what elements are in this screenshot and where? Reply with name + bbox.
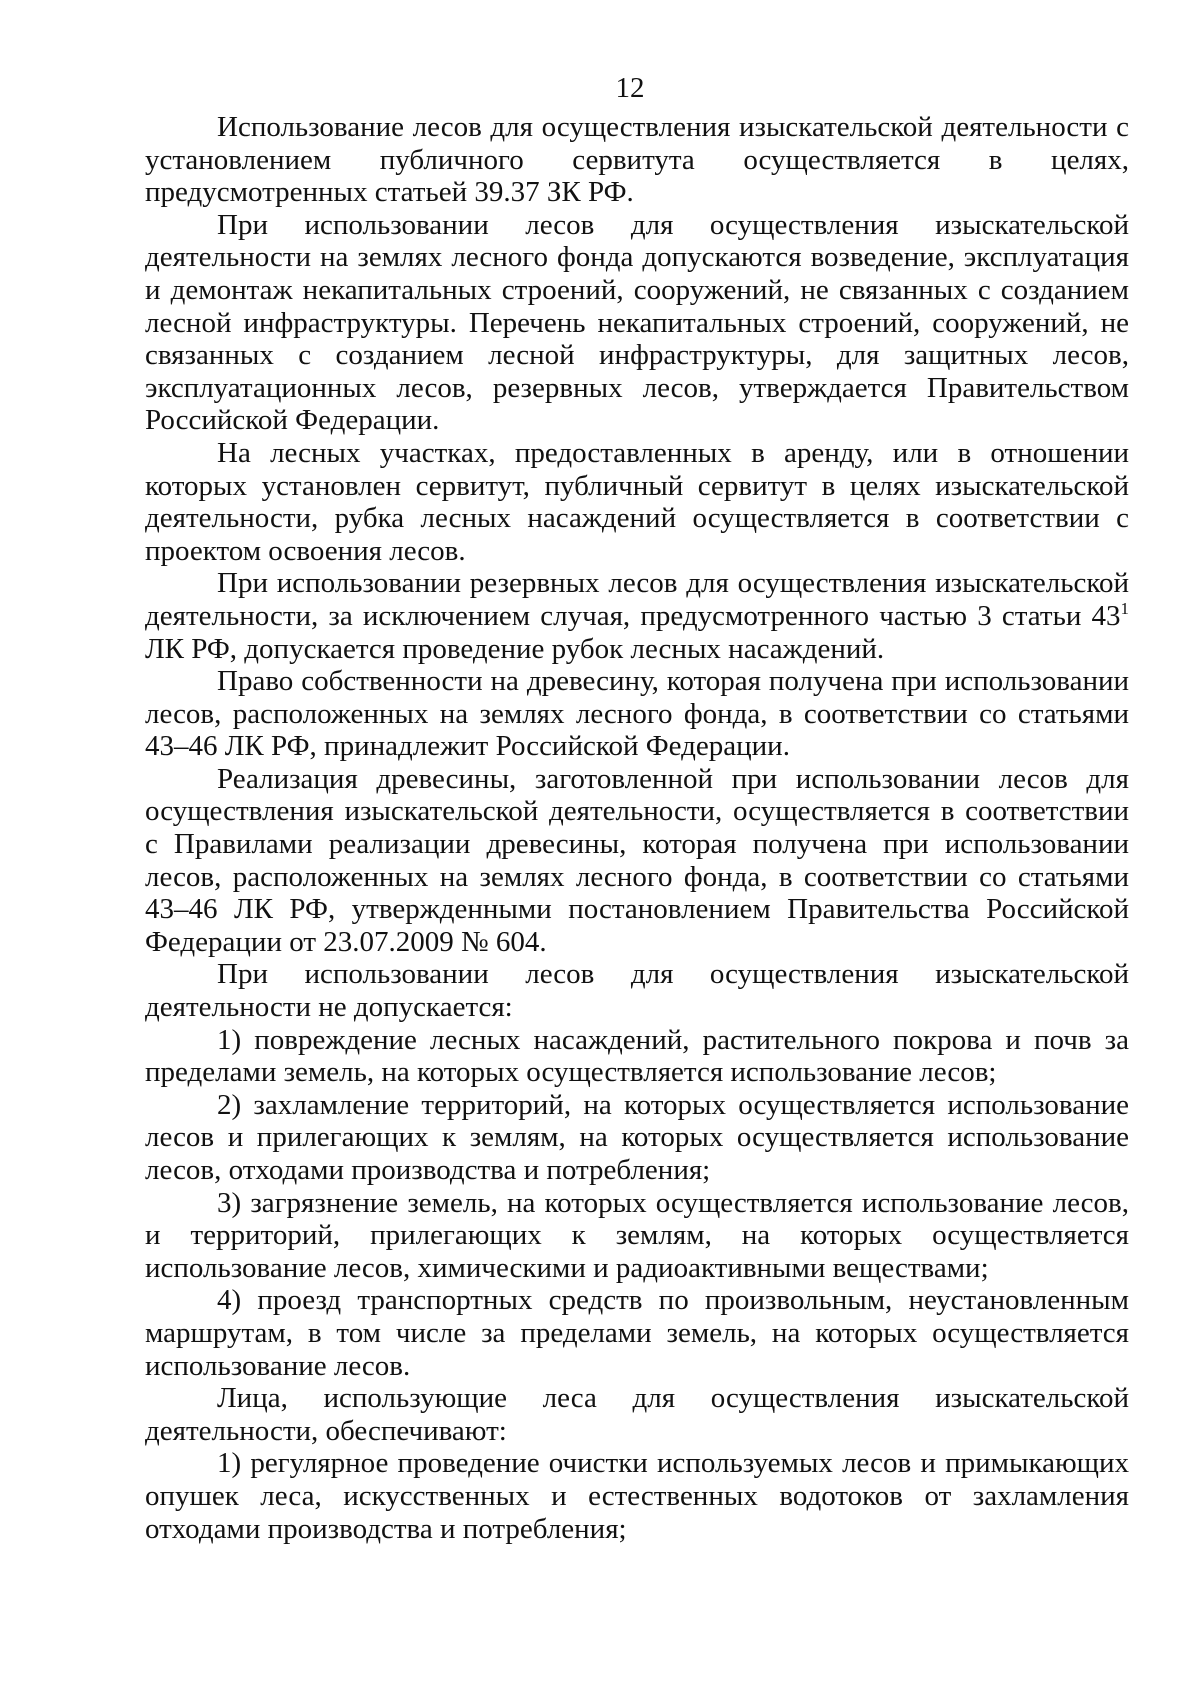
list-item-prohibition-3: 3) загрязнение земель, на которых осуществляется использование лесов, и территорий, прилегающих к землям, на которых осуществляется использование лесов, химическими и радиоактивными веществами; bbox=[145, 1186, 1129, 1284]
paragraph-timber-sale: Реализация древесины, заготовленной при использовании лесов для осуществления изыскательской деятельности, осуществляется в соответствии с Правилами реализации древесины, которая получена при использовании лесов, расположенных на землях лесного фонда, в соответствии со статьями 43–46 ЛК РФ, утвержденными постановлением Правительства Российской Федерации от 23.07.2009 № 604. bbox=[145, 762, 1129, 958]
paragraph-prohibitions-intro: При использовании лесов для осуществления изыскательской деятельности не допускается: bbox=[145, 958, 1129, 1024]
paragraph-reserve-forests bbox=[145, 567, 1129, 665]
paragraph-non-capital-structures: При использовании лесов для осуществления изыскательской деятельности на землях лесного фонда допускаются возведение, эксплуатация и демонтаж некапитальных строений, сооружений, не связанных с созданием лесной инфраструктуры. Перечень некапитальных строений, сооружений, не связанных с созданием лесной инфраструктуры, для защитных лесов, эксплуатационных лесов, резервных лесов, утверждается Правительством Российской Федерации. bbox=[145, 208, 1129, 437]
list-item-prohibition-4: 4) проезд транспортных средств по произвольным, неустановленным маршрутам, в том числе за пределами земель, на которых осуществляется использование лесов. bbox=[145, 1284, 1129, 1382]
paragraph-timber-ownership: Право собственности на древесину, которая получена при использовании лесов, расположенных на землях лесного фонда, в соответствии со статьями 43–46 ЛК РФ, принадлежит Российской Федерации. bbox=[145, 665, 1129, 763]
list-item-prohibition-2: 2) захламление территорий, на которых осуществляется использование лесов и прилегающих к землям, на которых осуществляется использование лесов, отходами производства и потребления; bbox=[145, 1088, 1129, 1186]
page-number: 12 bbox=[615, 72, 645, 104]
superscript-article-number: 1 bbox=[1120, 598, 1129, 618]
paragraph-obligations-intro: Лица, использующие леса для осуществления изыскательской деятельности, обеспечивают: bbox=[145, 1382, 1129, 1447]
paragraph-public-easement: Использование лесов для осуществления изыскательской деятельности с установлением публичного сервитута осуществляется в целях, предусмотренных статьей 39.37 ЗК РФ. bbox=[145, 111, 1129, 209]
paragraph-leased-plots: На лесных участках, предоставленных в аренду, или в отношении которых установлен сервитут, публичный сервитут в целях изыскательской деятельности, рубка лесных насаждений осуществляется в соответствии с проектом освоения лесов. bbox=[145, 436, 1129, 567]
list-item-prohibition-1: 1) повреждение лесных насаждений, растительного покрова и почв за пределами земель, на которых осуществляется использование лесов; bbox=[145, 1023, 1129, 1089]
paragraph-reserve-forests-text: При использовании резервных лесов для осуществления изыскательской деятельности, за исключением случая, предусмотренного частью 3 статьи 43 bbox=[145, 567, 1129, 632]
paragraph-reserve-forests-tail: ЛК РФ, допускается проведение рубок лесных насаждений. bbox=[145, 632, 885, 665]
document-body bbox=[145, 111, 1129, 1545]
list-item-obligation-1: 1) регулярное проведение очистки используемых лесов и примыкающих опушек леса, искусственных и естественных водотоков от захламления отходами производства и потребления; bbox=[145, 1447, 1129, 1545]
